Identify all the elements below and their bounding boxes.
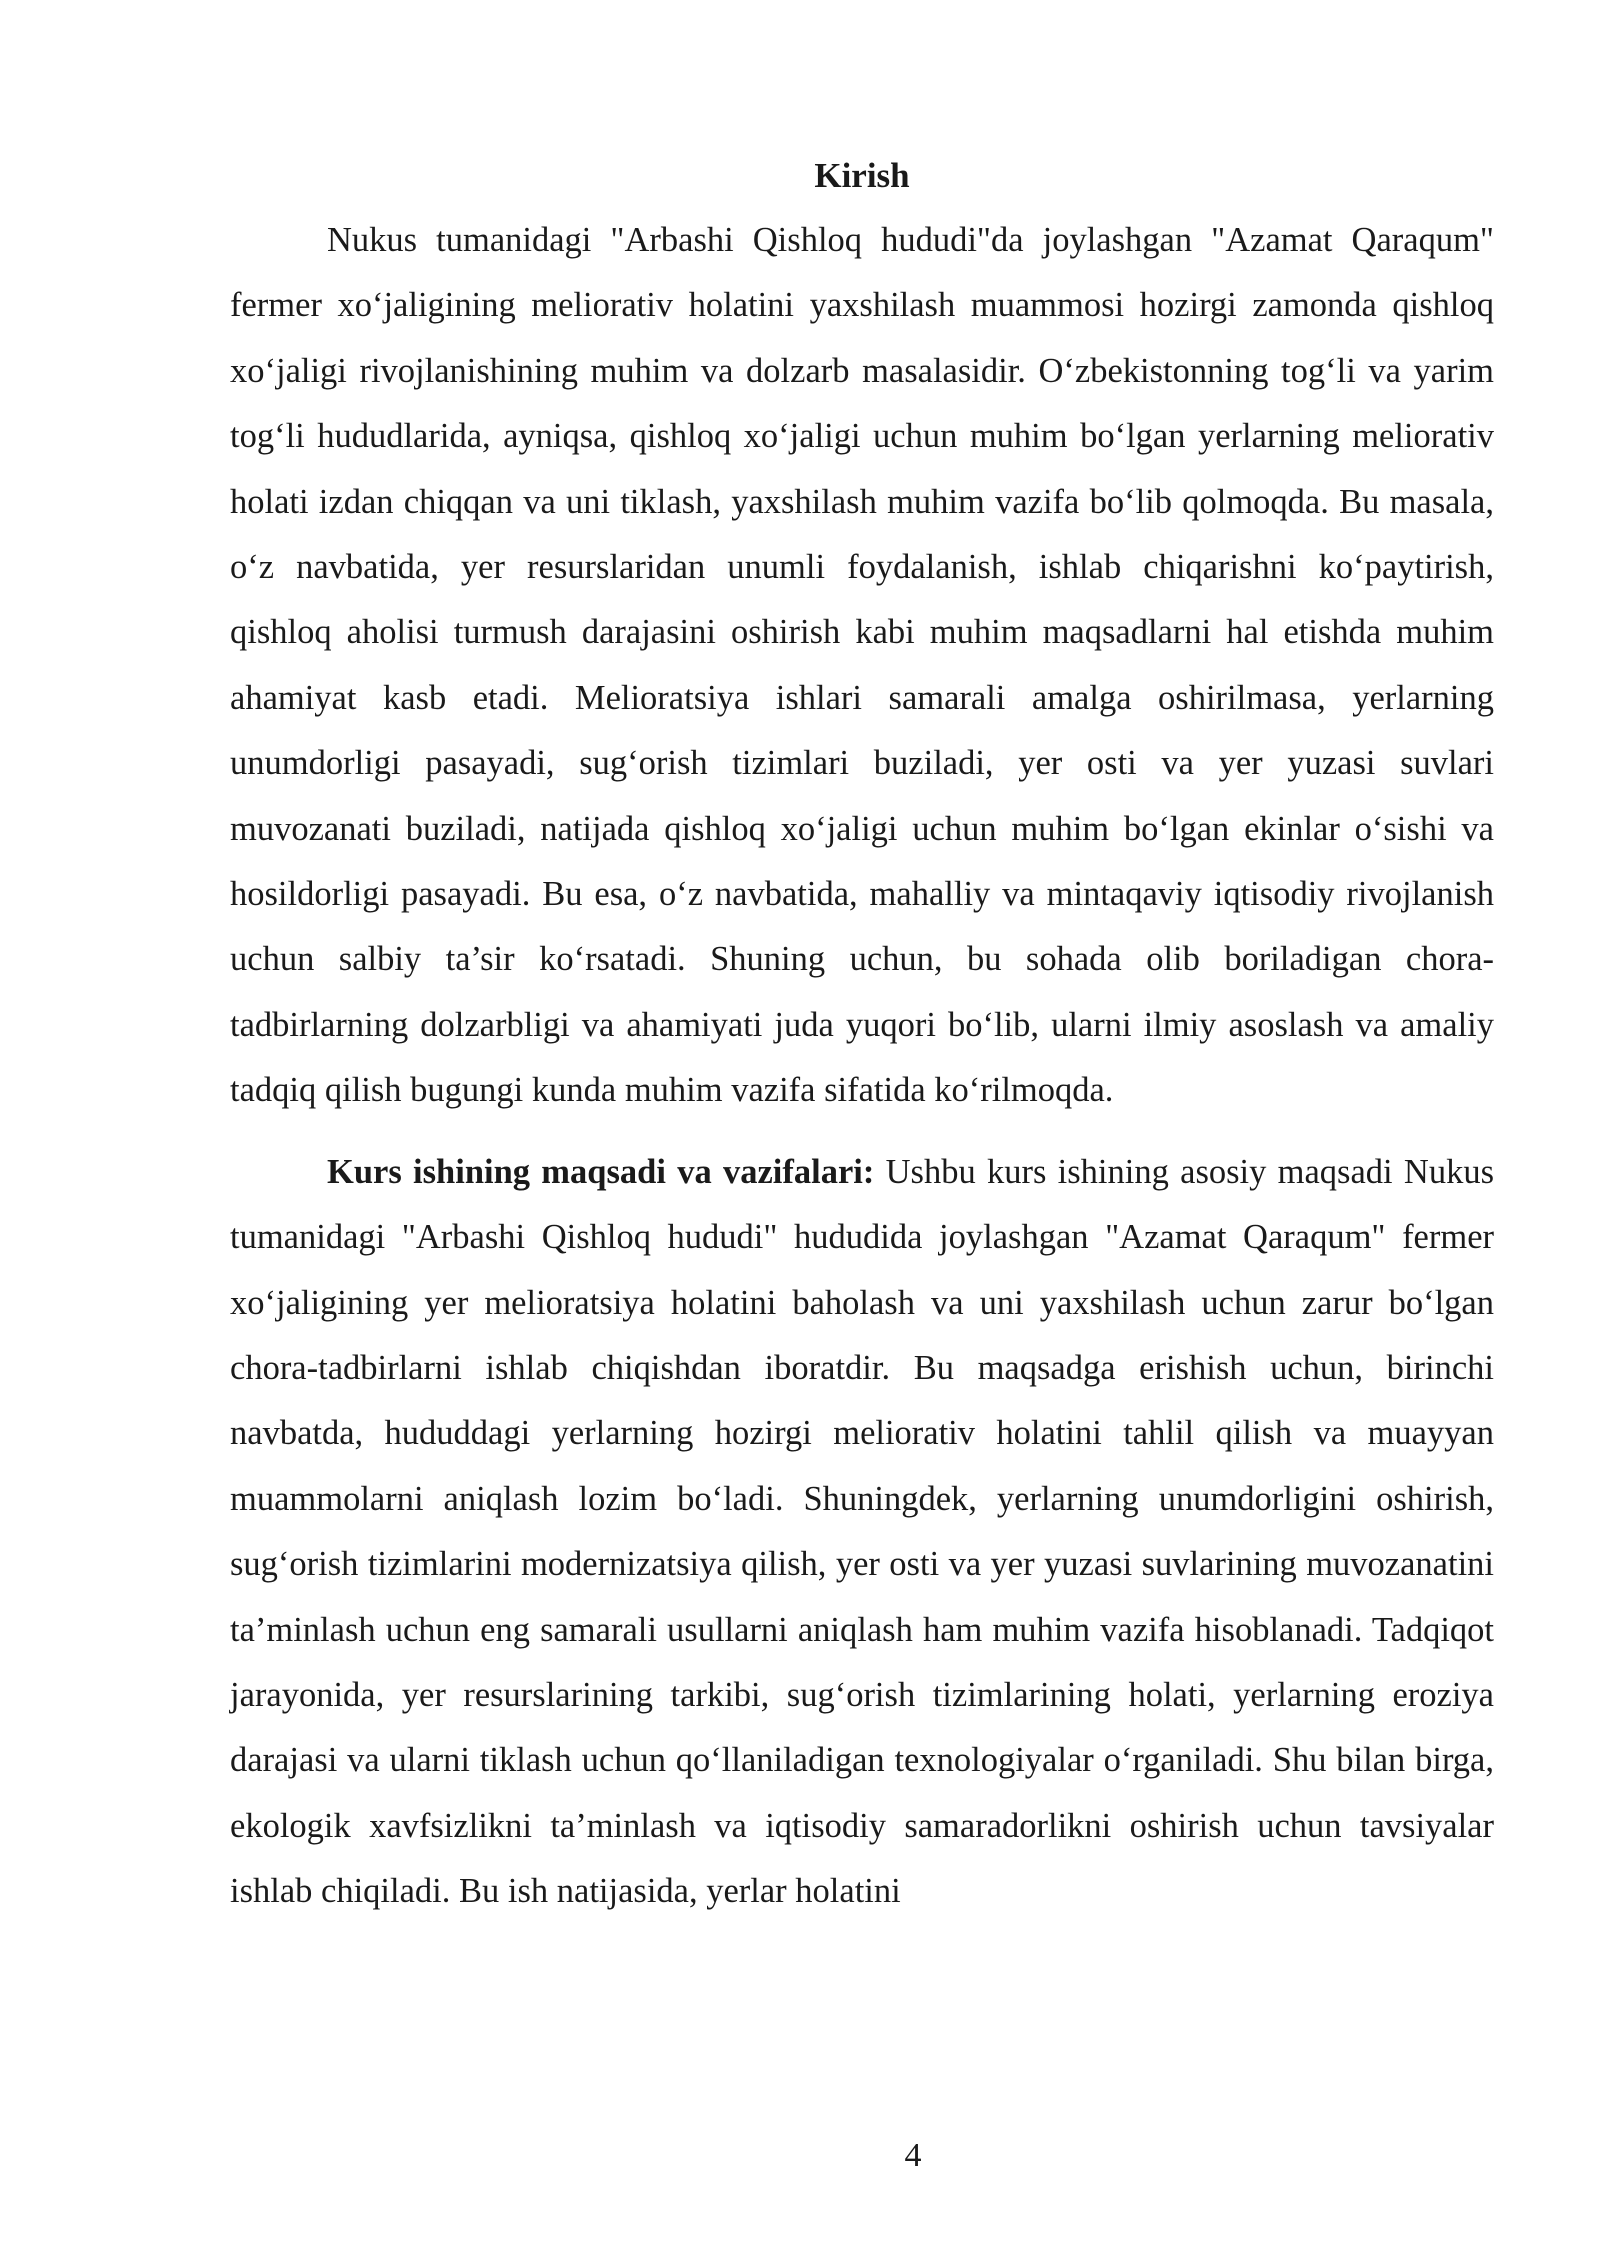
goals-paragraph (230, 1140, 1494, 1925)
intro-paragraph: Nukus tumanidagi "Arbashi Qishloq hududi"da joylashgan "Azamat Qaraqum" fermer xo‘jaligining meliorativ holatini yaxshilash muammosi hozirgi zamonda qishloq xo‘jaligi rivojlanishining muhim va dolzarb masalasidir. O‘zbekistonning tog‘li va yarim tog‘li hududlarida, ayniqsa, qishloq xo‘jaligi uchun muhim bo‘lgan yerlarning meliorativ holati izdan chiqqan va uni tiklash, yaxshilash muhim vazifa bo‘lib qolmoqda. Bu masala, o‘z navbatida, yer resurslaridan unumli foydalanish, ishlab chiqarishni ko‘paytirish, qishloq aholisi turmush darajasini oshirish kabi muhim maqsadlarni hal etishda muhim ahamiyat kasb etadi. Melioratsiya ishlari samarali amalga oshirilmasa, yerlarning unumdorligi pasayadi, sug‘orish tizimlari buziladi, yer osti va yer yuzasi suvlari muvozanati buziladi, natijada qishloq xo‘jaligi uchun muhim bo‘lgan ekinlar o‘sishi va hosildorligi pasayadi. Bu esa, o‘z navbatida, mahalliy va mintaqaviy iqtisodiy rivojlanish uchun salbiy ta’sir ko‘rsatadi. Shuning uchun, bu sohada olib boriladigan chora-tadbirlarning dolzarbligi va ahamiyati juda yuqori bo‘lib, ularni ilmiy asoslash va amaliy tadqiq qilish bugungi kunda muhim vazifa sifatida ko‘rilmoqda. (230, 221, 1494, 1110)
document-page (230, 148, 1494, 1925)
section-heading: Kirish (814, 156, 910, 195)
page-number: 4 (904, 2137, 922, 2174)
goals-paragraph-text: Ushbu kurs ishining asosiy maqsadi Nukus tumanidagi "Arbashi Qishloq hududi" hududida joylashgan "Azamat Qaraqum" fermer xo‘jaligining yer melioratsiya holatini baholash va uni yaxshilash uchun zarur bo‘lgan chora-tadbirlarni ishlab chiqishdan iboratdir. Bu maqsadga erishish uchun, birinchi navbatda, hududdagi yerlarning hozirgi meliorativ holatini tahlil qilish va muayyan muammolarni aniqlash lozim bo‘ladi. Shuningdek, yerlarning unumdorligini oshirish, sug‘orish tizimlarini modernizatsiya qilish, yer osti va yer yuzasi suvlarining muvozanatini ta’minlash uchun eng samarali usullarni aniqlash ham muhim vazifa hisoblanadi. Tadqiqot jarayonida, yer resurslarining tarkibi, sug‘orish tizimlarining holati, yerlarning eroziya darajasi va ularni tiklash uchun qo‘llaniladigan texnologiyalar o‘rganiladi. Shu bilan birga, ekologik xavfsizlikni ta’minlash va iqtisodiy samaradorlikni oshirish uchun tavsiyalar ishlab chiqiladi. Bu ish natijasida, yerlar holatini (230, 1152, 1494, 1911)
goals-paragraph-lead: Kurs ishining maqsadi va vazifalari: (327, 1152, 875, 1191)
